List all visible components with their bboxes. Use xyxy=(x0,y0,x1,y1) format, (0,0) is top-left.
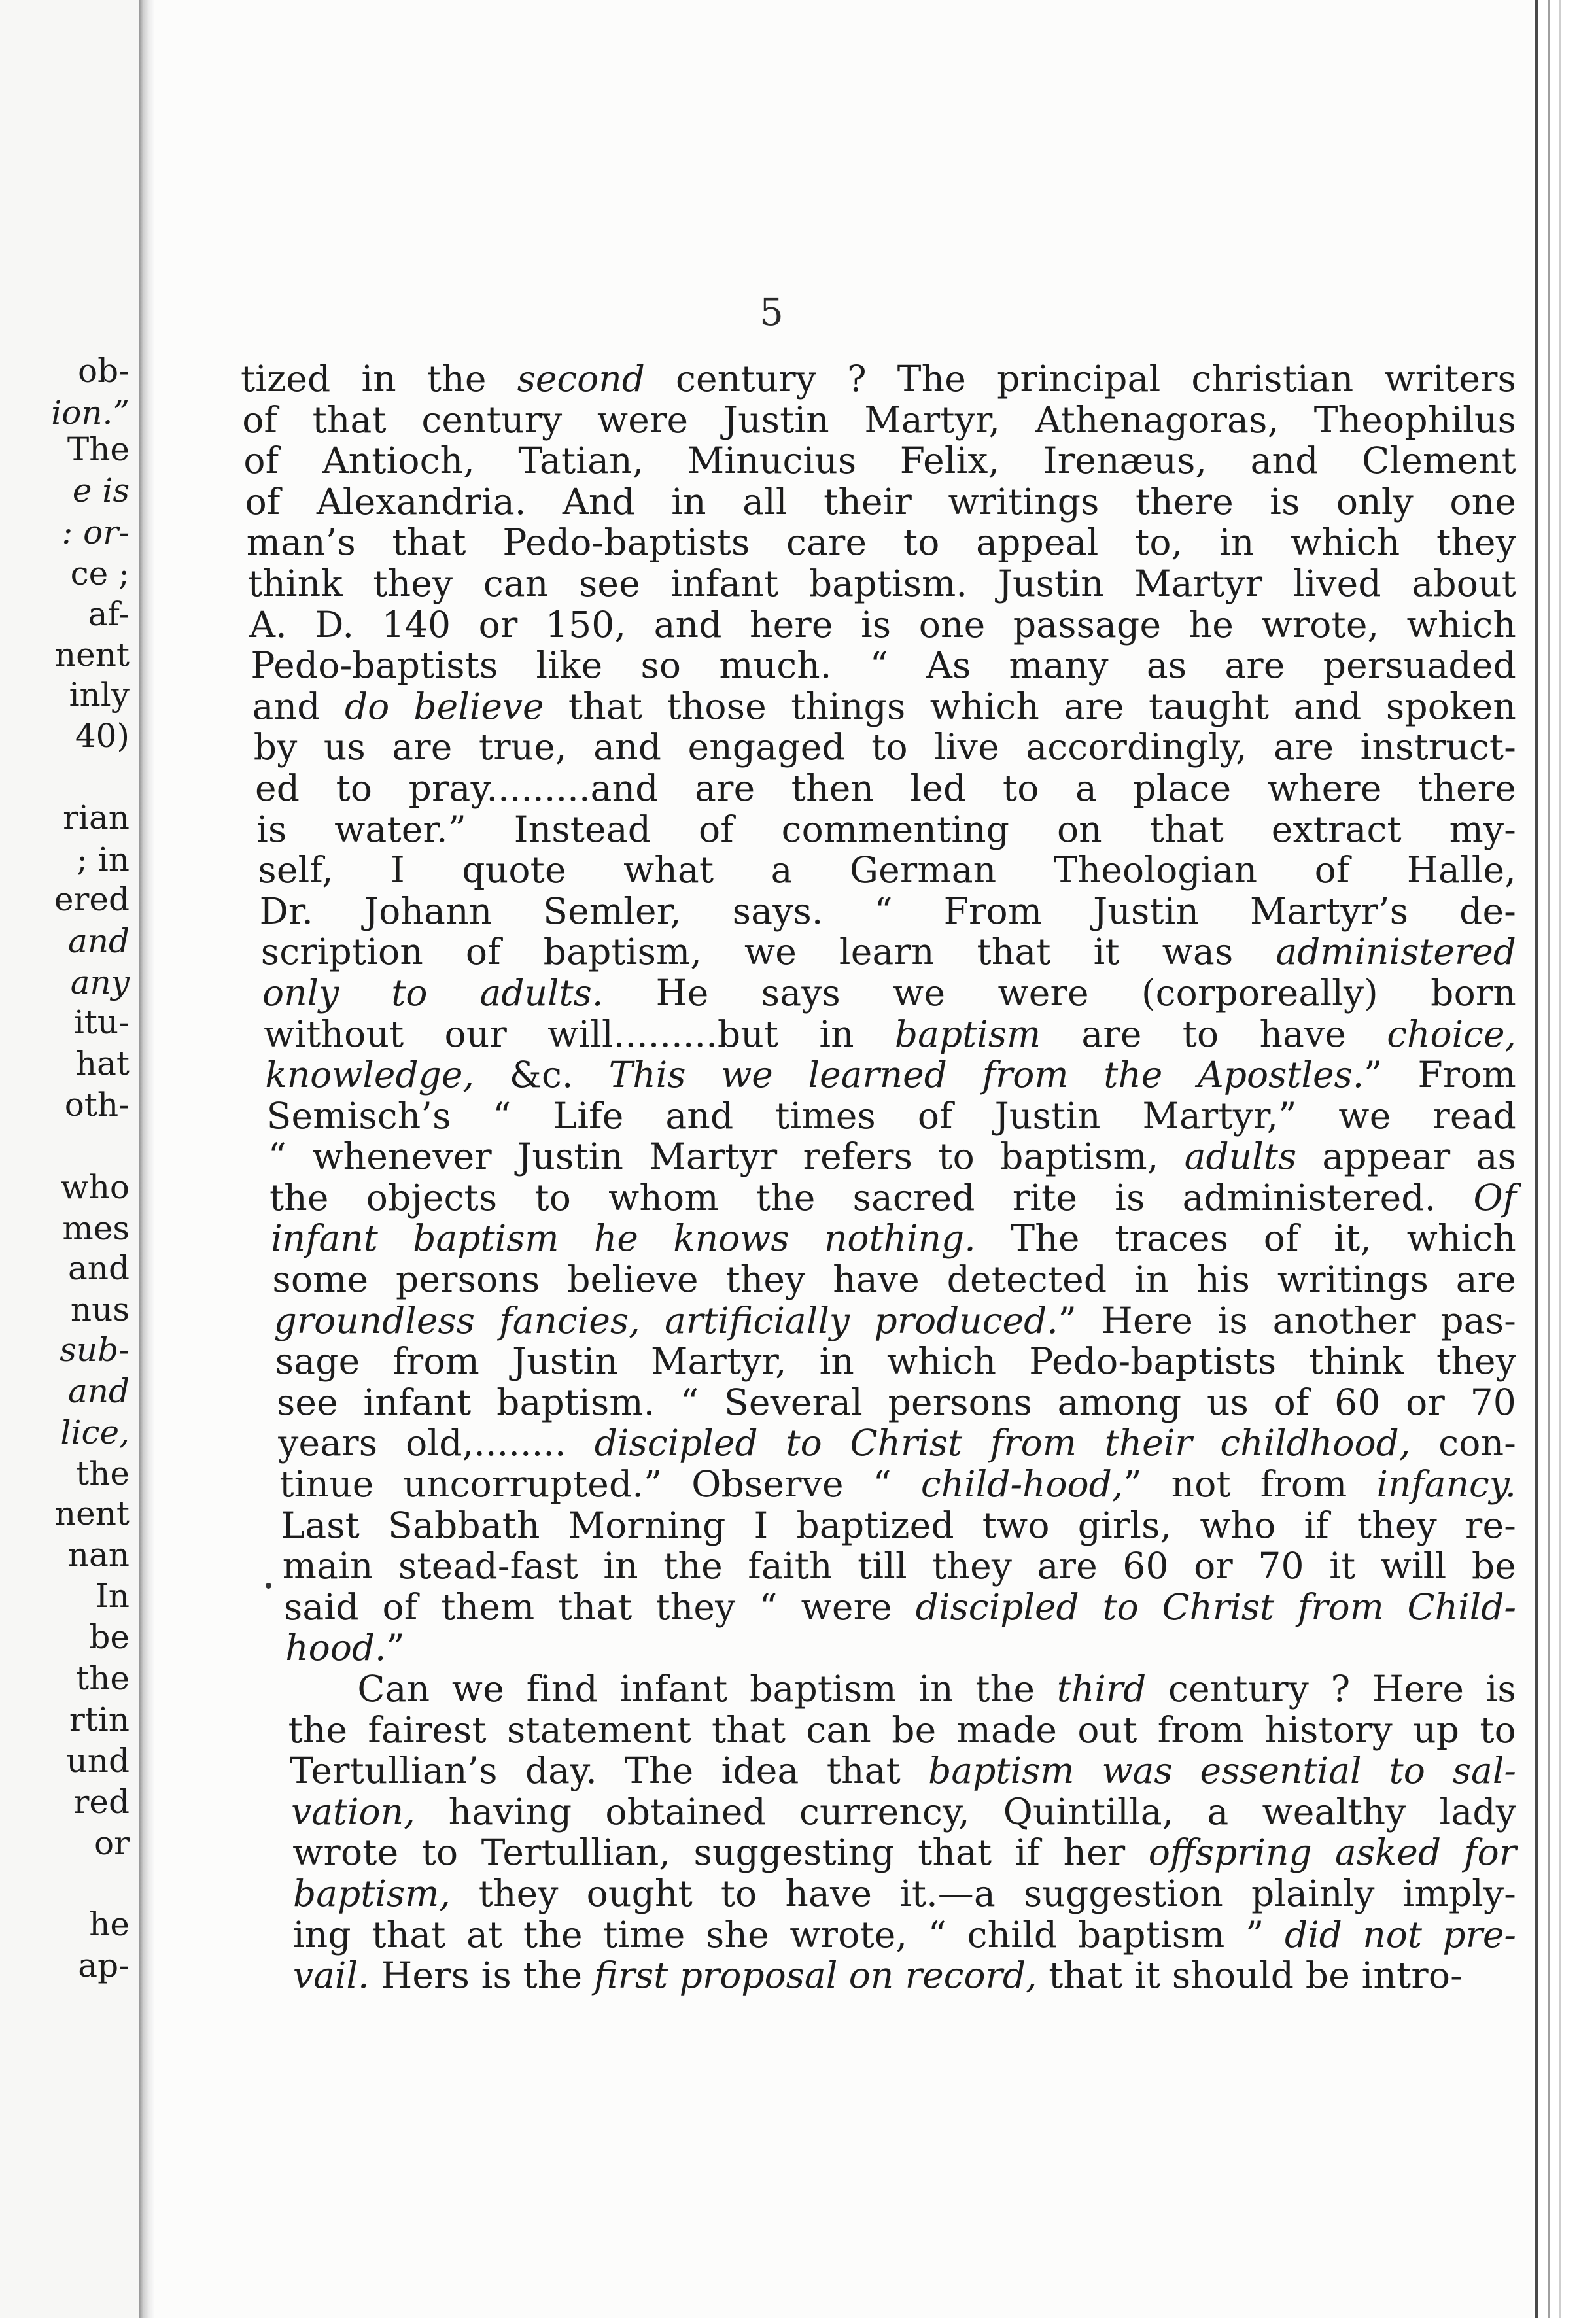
italic-run: third xyxy=(1056,1668,1147,1710)
facing-page-line-fragment: ion.” xyxy=(51,394,130,432)
text-line xyxy=(241,1464,1516,1505)
text-run: Pedo-baptists like so much. “ As many as are persuaded xyxy=(251,644,1516,687)
text-run: ” Here is another pas- xyxy=(1058,1299,1516,1341)
text-run: He says we were (corporeally) born xyxy=(603,971,1516,1014)
facing-page-line-fragment: The xyxy=(67,430,130,468)
text-line xyxy=(241,850,1516,891)
facing-page-line-fragment: nus xyxy=(70,1290,130,1328)
text-line xyxy=(241,727,1516,768)
text-line xyxy=(241,1750,1516,1791)
facing-page-line-fragment: ap- xyxy=(78,1946,130,1984)
text-run: tinue uncorrupted.” Observe “ xyxy=(279,1463,921,1506)
text-run: “ whenever Justin Martyr refers to baptism, xyxy=(268,1135,1185,1178)
facing-page-line-fragment: sub- xyxy=(60,1331,130,1369)
text-run: some persons believe they have detected in his writings are xyxy=(272,1258,1516,1301)
facing-page-line-fragment: oth- xyxy=(64,1086,130,1124)
facing-page-line-fragment: and xyxy=(67,1372,130,1410)
italic-run: choice, xyxy=(1387,1012,1516,1055)
italic-run: infant baptism he knows nothing. xyxy=(271,1217,976,1260)
text-line xyxy=(241,358,1516,400)
italic-run: adults xyxy=(1184,1135,1297,1178)
italic-run: hood. xyxy=(285,1627,387,1669)
facing-page-line-fragment: ob- xyxy=(77,352,130,390)
facing-page-line-fragment: ; in xyxy=(77,840,130,878)
text-run: see infant baptism. “ Several persons among us of 60 or 70 xyxy=(277,1381,1516,1423)
text-run: the objects to whom the sacred rite is administered. xyxy=(269,1176,1474,1219)
text-line xyxy=(241,1505,1516,1546)
facing-page-line-fragment: 40) xyxy=(75,717,130,755)
italic-run: infancy. xyxy=(1376,1463,1516,1506)
text-line xyxy=(241,1423,1516,1464)
text-line xyxy=(241,1177,1516,1219)
text-line xyxy=(241,1587,1516,1628)
text-line xyxy=(241,1136,1516,1177)
facing-page-line-fragment: inly xyxy=(69,676,130,714)
facing-page-line-fragment: rian xyxy=(63,799,130,837)
facing-page-line-fragment: the xyxy=(76,1455,130,1493)
text-line xyxy=(241,1791,1516,1833)
text-run: con- xyxy=(1410,1422,1517,1464)
facing-page-line-fragment: lice, xyxy=(60,1413,130,1451)
text-line xyxy=(241,1218,1516,1259)
text-line xyxy=(241,768,1516,809)
text-run: years old,........ xyxy=(278,1422,595,1464)
text-line xyxy=(241,522,1516,563)
facing-page-line-fragment: und xyxy=(66,1742,130,1780)
text-line xyxy=(241,931,1516,973)
text-line xyxy=(241,1259,1516,1300)
facing-page-line-fragment: hat xyxy=(75,1045,130,1082)
text-line xyxy=(241,604,1516,646)
text-run: said of them that they “ were xyxy=(284,1585,916,1628)
text-line xyxy=(241,686,1516,727)
italic-run: knowledge, xyxy=(265,1054,474,1096)
text-run: is water.” Instead of commenting on that extract my- xyxy=(256,808,1516,850)
italic-run: did not pre- xyxy=(1284,1913,1516,1956)
italic-run: only to adults. xyxy=(262,971,604,1014)
text-line xyxy=(241,1096,1516,1137)
facing-page-line-fragment: be xyxy=(89,1618,130,1656)
facing-page-line-fragment: mes xyxy=(62,1209,130,1247)
italic-run: baptism xyxy=(894,1012,1041,1055)
text-run: having obtained currency, Quintilla, a wealthy lady xyxy=(415,1790,1516,1833)
text-run: main stead-fast in the faith till they are 60 or 70 it will be xyxy=(282,1545,1516,1587)
text-run: appear as xyxy=(1296,1135,1516,1178)
text-run: century ? The principal christian writers xyxy=(644,358,1516,400)
text-run: the fairest statement that can be made out from history up to xyxy=(288,1708,1516,1751)
text-line xyxy=(241,563,1516,604)
page-edge xyxy=(1533,0,1596,2318)
italic-run: second xyxy=(517,358,645,400)
text-run: Dr. Johann Semler, says. “ From Justin Martyr’s de- xyxy=(259,890,1516,932)
italic-run: vail. xyxy=(293,1954,370,1997)
facing-page-line-fragment: nent xyxy=(54,1495,130,1532)
italic-run: baptism was essential to sal- xyxy=(928,1750,1516,1792)
italic-run: This we learned from the Apostles. xyxy=(608,1054,1364,1096)
text-run: The traces of it, which xyxy=(975,1217,1517,1260)
facing-page-line-fragment: ered xyxy=(54,880,130,918)
text-run: Hers is the xyxy=(369,1954,594,1997)
text-line xyxy=(241,1873,1516,1914)
text-run: ” not from xyxy=(1123,1463,1377,1506)
text-run: and xyxy=(252,685,345,727)
facing-page-line-fragment: e is xyxy=(72,472,130,510)
text-run: sage from Justin Martyr, in which Pedo-baptists think they xyxy=(275,1340,1516,1383)
text-run: they ought to have it.—a suggestion plainly imply- xyxy=(450,1872,1516,1914)
text-run: without our will.........but in xyxy=(264,1012,895,1055)
text-line xyxy=(241,1382,1516,1423)
text-line xyxy=(241,1546,1516,1587)
facing-page-line-fragment: ce ; xyxy=(70,555,130,593)
facing-page-line-fragment: itu- xyxy=(73,1003,130,1041)
text-run: by us are true, and engaged to live accordingly, are instruct- xyxy=(253,726,1516,769)
text-run: think they can see infant baptism. Justin Martyr lived about xyxy=(248,562,1516,604)
text-run: Semisch’s “ Life and times of Justin Martyr,” we read xyxy=(266,1094,1516,1137)
text-run: ” From xyxy=(1364,1054,1516,1096)
page-number: 5 xyxy=(759,290,784,334)
text-line xyxy=(241,1669,1516,1710)
italic-run: Of xyxy=(1473,1176,1516,1219)
text-line xyxy=(241,1054,1516,1096)
facing-page-line-fragment: and xyxy=(67,1249,130,1287)
text-run: of that century were Justin Martyr, Athenagoras, Theophilus xyxy=(242,398,1516,441)
text-run: of Antioch, Tatian, Minucius Felix, Irenæus, and Clement xyxy=(243,440,1516,482)
ink-speck xyxy=(266,1583,271,1589)
facing-page-line-fragment: the xyxy=(76,1659,130,1697)
text-run: self, I quote what a German Theologian of Halle, xyxy=(258,849,1516,891)
book-gutter xyxy=(139,0,154,2318)
text-line xyxy=(241,1710,1516,1751)
text-line xyxy=(241,1627,1516,1669)
text-run: that it should be intro- xyxy=(1037,1954,1463,1997)
text-line xyxy=(241,1914,1516,1956)
text-run: scription of baptism, we learn that it was xyxy=(260,931,1276,973)
text-run: ” xyxy=(386,1627,405,1669)
body-text xyxy=(241,358,1516,1996)
text-run: ing that at the time she wrote, “ child baptism ” xyxy=(293,1913,1285,1956)
text-line xyxy=(241,973,1516,1014)
facing-page-fragment xyxy=(0,0,139,2318)
text-line xyxy=(241,645,1516,686)
italic-run: child-hood, xyxy=(920,1463,1124,1506)
facing-page-line-fragment: and xyxy=(67,922,130,960)
facing-page-line-fragment: or xyxy=(94,1824,130,1862)
text-run: wrote to Tertullian, suggesting that if her xyxy=(292,1831,1149,1874)
facing-page-line-fragment: nent xyxy=(54,636,130,674)
book-page xyxy=(154,0,1533,2318)
italic-run: first proposal on record, xyxy=(593,1954,1037,1997)
text-run: Can we find infant baptism in the xyxy=(357,1668,1057,1710)
italic-run: groundless fancies, artificially produced. xyxy=(273,1299,1058,1341)
facing-page-line-fragment: In xyxy=(95,1577,130,1615)
text-run: man’s that Pedo-baptists care to appeal to, in which they xyxy=(246,521,1516,564)
text-line xyxy=(241,1300,1516,1341)
text-run: of Alexandria. And in all their writings there is only one xyxy=(245,480,1516,523)
italic-run: discipled to Christ from their childhood, xyxy=(594,1422,1411,1464)
italic-run: do believe xyxy=(344,685,544,727)
facing-page-line-fragment: who xyxy=(60,1168,130,1206)
italic-run: baptism, xyxy=(293,1872,451,1914)
text-line xyxy=(241,1955,1516,1996)
text-line xyxy=(241,1832,1516,1873)
text-line xyxy=(241,891,1516,932)
text-run: tized in the xyxy=(241,358,517,400)
text-run: are to have xyxy=(1041,1012,1387,1055)
text-run: Tertullian’s day. The idea that xyxy=(289,1750,929,1792)
text-run: that those things which are taught and spoken xyxy=(544,685,1516,727)
italic-run: offspring asked for xyxy=(1148,1831,1516,1874)
facing-page-line-fragment: : or- xyxy=(61,513,130,551)
text-run: Last Sabbath Morning I baptized two girls, who if they re- xyxy=(281,1504,1516,1546)
facing-page-line-fragment: af- xyxy=(88,595,130,633)
italic-run: discipled to Christ from Child- xyxy=(915,1585,1516,1628)
text-line xyxy=(241,1014,1516,1055)
text-run: ed to pray.........and are then led to a place where there xyxy=(255,767,1516,809)
italic-run: administered xyxy=(1275,931,1516,973)
facing-page-line-fragment: rtin xyxy=(69,1701,130,1738)
text-line xyxy=(241,400,1516,441)
facing-page-line-fragment: red xyxy=(73,1783,130,1821)
text-line xyxy=(241,440,1516,481)
text-run: A. D. 140 or 150, and here is one passage he wrote, which xyxy=(249,603,1516,646)
text-line xyxy=(241,481,1516,523)
text-line xyxy=(241,1341,1516,1382)
italic-run: vation, xyxy=(291,1790,415,1833)
facing-page-line-fragment: nan xyxy=(67,1536,130,1574)
facing-page-line-fragment: any xyxy=(70,963,130,1001)
text-run: century ? Here is xyxy=(1146,1668,1516,1710)
facing-page-line-fragment: he xyxy=(89,1905,130,1943)
text-run: &c. xyxy=(474,1054,609,1096)
text-line xyxy=(241,809,1516,850)
